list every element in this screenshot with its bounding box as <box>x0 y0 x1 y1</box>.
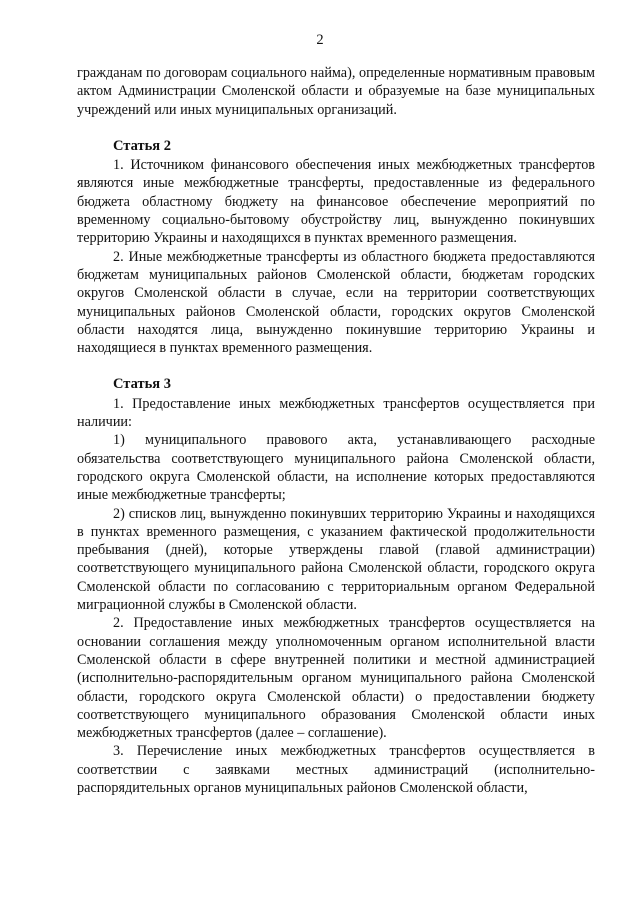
article-3-paragraph-3: 3. Перечисление иных межбюджетных трансфертов осуществляется в соответствии с заявками местных администраций (исполнительно-распорядительных органов муниципальных районов Смоленской области, <box>77 743 595 796</box>
article-2-heading: Статья 2 <box>113 137 171 154</box>
spacer <box>77 357 595 375</box>
article-2-paragraph-2: 2. Иные межбюджетные трансферты из областного бюджета предоставляются бюджетам муниципальных районов Смоленской области, бюджетам городских округов Смоленской области в случае, если на территории соответствующих муниципальных районов Смоленской области, городских округов Смоленской области находятся лица, вынужденно покинувшие территорию Украины и находящиеся в пунктах временного размещения. <box>77 248 595 357</box>
spacer <box>77 119 595 137</box>
article-3-heading: Статья 3 <box>113 376 171 393</box>
article-2-paragraph-1: 1. Источником финансового обеспечения иных межбюджетных трансфертов являются иные межбюджетные трансферты, предоставленные из федерального бюджета областному бюджету на финансовое обеспечение мероприятий по временному социально-бытовому обустройству лиц, вынужденно покинувших территорию Украины и находящихся в пунктах временного размещения. <box>77 157 595 247</box>
intro-paragraph: гражданам по договорам социального найма), определенные нормативным правовым актом Администрации Смоленской области и образуемые на базе муниципальных учреждений или иных муниципальных организаций. <box>77 65 595 118</box>
article-3-subitem-1: 1) муниципального правового акта, устанавливающего расходные обязательства соответствующего муниципального района Смоленской области, городского округа Смоленской области, на исполнение которых предоставляются иные межбюджетные трансферты; <box>77 432 595 504</box>
document-body <box>77 64 595 797</box>
article-3-subitem-2: 2) списков лиц, вынужденно покинувших территорию Украины и находящихся в пунктах временного размещения, с указанием фактической продолжительности пребывания (дней), которые утверждены главой (главой администрации) соответствующего муниципального района Смоленской области, городского округа Смоленской области по согласованию с территориальным органом Федеральной миграционной службы в Смоленской области. <box>77 505 595 614</box>
article-3-paragraph-1: 1. Предоставление иных межбюджетных трансфертов осуществляется при наличии: <box>77 395 595 431</box>
article-3-paragraph-2: 2. Предоставление иных межбюджетных трансфертов осуществляется на основании соглашения между уполномоченным органом исполнительной власти Смоленской области в сфере внутренней политики и местной администрацией (исполнительно-распорядительным органом муниципального района Смоленской области, городского округа Смоленской области) о предоставлении бюджету соответствующего муниципального образования Смоленской области иных межбюджетных трансфертов (далее – соглашение). <box>77 615 595 742</box>
page-number: 2 <box>316 32 324 48</box>
